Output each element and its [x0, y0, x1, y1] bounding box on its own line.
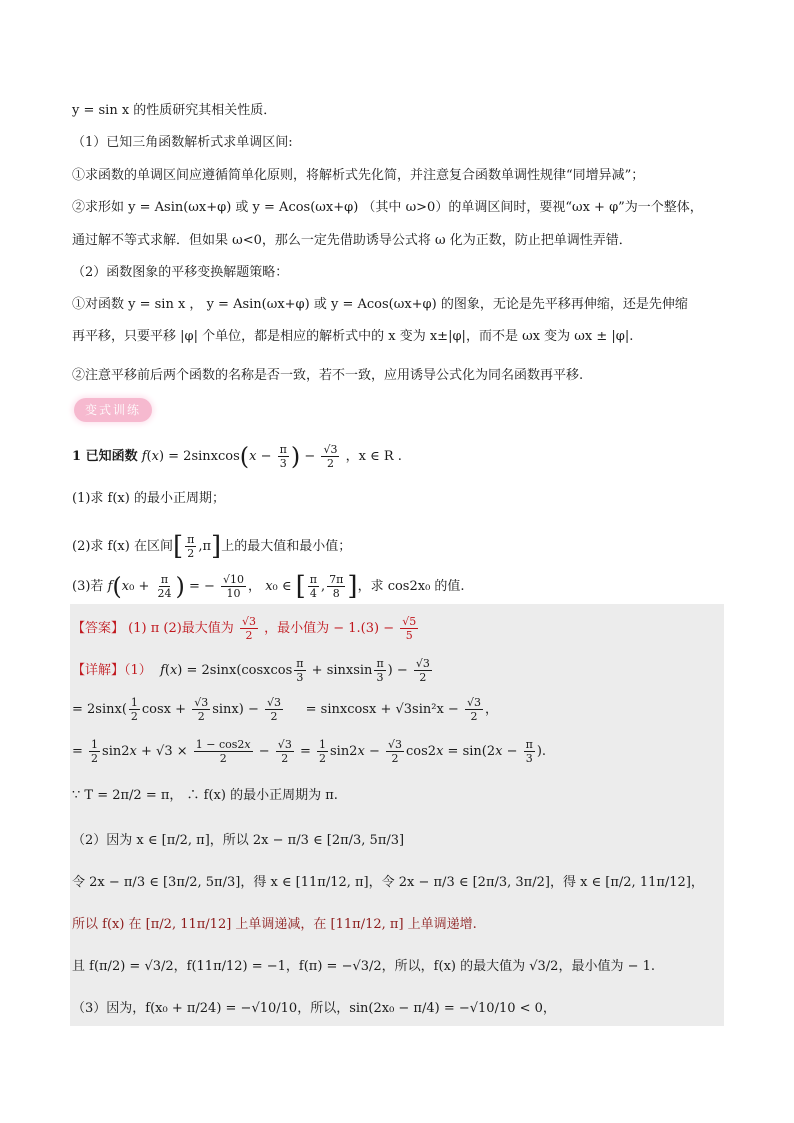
rule-3a: ①对函数 y = sin x ， y = Asin(ωx+φ) 或 y = Acos(ωx+φ) 的图象，无论是先平移再伸缩，还是先伸缩: [72, 297, 688, 312]
part1-heading: （1）已知三角函数解析式求单调区间:: [72, 135, 293, 150]
part2-solution-4: 且 f(π/2) = √3/2，f(11π/12) = −1，f(π) = −√3/2，所以，f(x) 的最大值为 √3/2，最小值为 − 1.: [72, 959, 656, 974]
rule-1: ①求函数的单调区间应遵循简单化原则，将解析式先化简，并注意复合函数单调性规律“同增异减”；: [72, 168, 645, 183]
question-2: (2)求 f(x) 在区间[ $\frac{\pi}{2}$ ,π]上的最大值和最小值；: [72, 531, 352, 562]
period-line: ∵ T = 2π/2 = π， ∴ f(x) 的最小正周期为 π.: [72, 788, 338, 803]
variant-training-badge: 变式训练: [74, 398, 152, 422]
detail-line-1: 【详解】（1） f(x) = 2sinx(cosxcos $\frac{\pi}{3}$ + sinxsin $\frac{\pi}{3}$ ) − √ $\frac{3}{2}$: [72, 654, 434, 688]
rule-3b: 再平移，只要平移 |φ| 个单位，都是相应的解析式中的 x 变为 x±|φ|，而不是 ωx 变为 ωx ± |φ|.: [72, 329, 634, 344]
question-1: (1)求 f(x) 的最小正周期；: [72, 491, 225, 506]
part2-solution-1: （2）因为 x ∈ [π/2, π]，所以 2x − π/3 ∈ [2π/3, 5π/3]: [72, 833, 405, 848]
part2-solution-3: 所以 f(x) 在 [π/2, 11π/12] 上单调递减，在 [11π/12, π] 上单调递增.: [72, 917, 477, 932]
answer-line: 【答案】 (1) π (2)最大值为 √ $\frac{3}{2}$ ，最小值为 − 1.(3) − √ $\frac{5}{5}$: [72, 612, 420, 646]
question-3: (3)若 f(x₀ + $\frac{\pi}{24}$ ) = − √ $\frac{10}{10}$ ， x₀ ∈ [ $\frac{\pi}{4}$ , $\frac{7\pi}{8}$ ]，求 cos2x₀ 的值.: [72, 570, 465, 604]
rule-2b: 通过解不等式求解．但如果 ω<0，那么一定先借助诱导公式将 ω 化为正数，防止把单调性弄错．: [72, 233, 632, 248]
part3-solution: （3）因为，f(x₀ + π/24) = −√10/10，所以，sin(2x₀ − π/4) = −√10/10 < 0，: [72, 1001, 556, 1016]
part2-solution-2: 令 2x − π/3 ∈ [3π/2, 5π/3]，得 x ∈ [11π/12, π]，令 2x − π/3 ∈ [2π/3, 3π/2]，得 x ∈ [π/2, 11π/12]，: [72, 875, 704, 890]
question-statement: 1 已知函数 f(x) = 2sinxcos(x − $\frac{\pi}{3}$ ) − √ $\frac{3}{2}$ ，x ∈ R .: [72, 440, 402, 474]
intro-line: y = sin x 的性质研究其相关性质．: [72, 103, 277, 118]
detail-line-3: = $\frac{1}{2}$ sin2x + √ 3 × $\frac{1 - \cos 2x}{2}$ − √ $\frac{3}{2}$ = $\frac{1}{2}$ sin2x − √ $\frac{3}{2}$ cos2x = sin(2x − $\frac{\pi}{3}$ ).: [72, 735, 546, 769]
rule-4: ②注意平移前后两个函数的名称是否一致，若不一致，应用诱导公式化为同名函数再平移.: [72, 368, 584, 383]
detail-line-2: = 2sinx( $\frac{1}{2}$ cosx + √ $\frac{3}{2}$ sinx) − √ $\frac{3}{2}$ = sinxcosx + √ 3sin²x − √ $\frac{3}{2}$ ，: [72, 693, 498, 727]
part2-heading: （2）函数图象的平移变换解题策略：: [72, 265, 289, 280]
rule-2a: ②求形如 y = Asin(ωx+φ) 或 y = Acos(ωx+φ) （其中 ω>0）的单调区间时，要视“ωx + φ”为一个整体，: [72, 200, 703, 215]
